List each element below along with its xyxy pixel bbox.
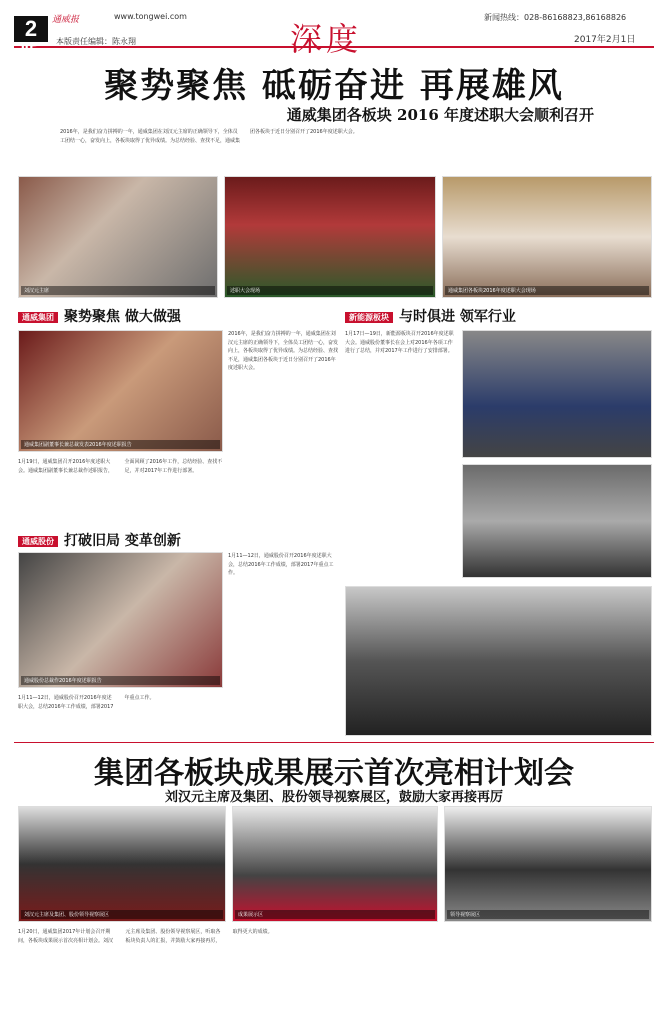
hotline: 新闻热线：028-86168823,86168826 bbox=[484, 13, 627, 22]
page-number: 2版 bbox=[14, 16, 48, 42]
photo-caption: 刘汉元主席及集团、股份领导视察展区 bbox=[21, 910, 223, 919]
sub2-tag: 新能源板块 bbox=[345, 312, 393, 323]
photo-caption: 成果展示区 bbox=[235, 910, 435, 919]
sub2-body: 1月17日—19日，新能源板块召开2016年度述职大会。通威股份董事长在会上对2016年各项工作进行了总结，并对2017年工作进行了安排部署。 bbox=[345, 331, 454, 354]
photo-caption: 通威集团各板块2016年度述职大会现场 bbox=[445, 286, 649, 295]
photo-caption: 通威集团副董事长兼总裁发表2016年度述职报告 bbox=[21, 440, 220, 449]
issue-date: 2017年2月1日 bbox=[574, 35, 636, 45]
sub3-photo bbox=[18, 552, 223, 688]
main-subheadline: 通威集团各板块 2016 年度述职大会顺利召开 bbox=[286, 106, 594, 124]
photo-caption: 领导视察展区 bbox=[447, 910, 649, 919]
sub3-body: 1月11—12日，通威股份召开2016年度述职大会，总结2016年工作成绩，部署2017年重点工作。 bbox=[18, 695, 155, 710]
story2-body: 1月20日，通威集团2017年计划会召开期间，各板块成果展示首次亮相计划会。刘汉元主席及集团、股份领导视察展区，听取各板块负责人的汇报，并鼓励大家再接再厉，取得更大的成绩。 bbox=[18, 929, 273, 944]
sub1-title: 聚势聚焦 做大做强 bbox=[64, 309, 181, 325]
paper-name: 通威报 bbox=[52, 15, 80, 25]
photo-top-1 bbox=[18, 176, 218, 298]
sub2-title: 与时俱进 领军行业 bbox=[399, 309, 516, 325]
sub1-body: 1月19日，通威集团召开2016年度述职大会。通威集团副董事长兼总裁作述职报告，全面回顾了2016年工作，总结经验、查找不足，并对2017年工作进行部署。 bbox=[18, 459, 223, 474]
photo-top-3 bbox=[442, 176, 652, 298]
photo-caption: 刘汉元主席 bbox=[21, 286, 215, 295]
story2-subheadline: 刘汉元主席及集团、股份领导视察展区，鼓励大家再接再厉 bbox=[164, 790, 503, 805]
sub2-photo-1 bbox=[462, 330, 652, 458]
center-column-2: 1月11—12日，通威股份召开2016年度述职大会，总结2016年工作成绩，部署2017年重点工作。 bbox=[228, 553, 334, 576]
photo-top-2 bbox=[224, 176, 436, 298]
sub2-heading bbox=[345, 306, 516, 326]
sub1-photo bbox=[18, 330, 223, 452]
section-divider bbox=[14, 742, 654, 743]
paper-url[interactable]: www.tongwei.com bbox=[114, 12, 187, 21]
section-title: 深度 bbox=[290, 20, 363, 58]
sub2-photo-3 bbox=[345, 586, 652, 736]
sub3-heading bbox=[18, 530, 181, 550]
photo-caption: 通威股份总裁作2016年度述职报告 bbox=[21, 676, 220, 685]
lead-text: 2016年，是我们奋力拼搏的一年，通威集团在刘汉元主席的正确领导下，全体员工团结一心，奋发向上，各板块取得了优异成绩。为总结经验、查找不足，通威集团各板块于近日分别召开了2016年度述职大会。 bbox=[60, 129, 358, 144]
sub1-heading bbox=[18, 306, 181, 326]
photo-bottom-2 bbox=[232, 806, 438, 922]
photo-bottom-1 bbox=[18, 806, 226, 922]
story2-headline: 集团各板块成果展示首次亮相计划会 bbox=[94, 756, 574, 791]
masthead bbox=[14, 10, 654, 67]
sub2-photo-2 bbox=[462, 464, 652, 578]
sub3-tag: 通威股份 bbox=[18, 536, 58, 547]
photo-caption: 述职大会现场 bbox=[227, 286, 433, 295]
center-column-1: 2016年，是我们奋力拼搏的一年，通威集团在刘汉元主席的正确领导下，全体员工团结一心，奋发向上，各板块取得了优异成绩。为总结经验、查找不足，通威集团各板块于近日分别召开了2016年度述职大会。 bbox=[228, 331, 338, 371]
sub3-title: 打破旧局 变革创新 bbox=[64, 533, 181, 549]
editor-line: 本版责任编辑：陈永翔 bbox=[56, 37, 136, 46]
main-headline: 聚势聚焦 砥砺奋进 再展雄风 bbox=[104, 66, 564, 106]
sub1-tag: 通威集团 bbox=[18, 312, 58, 323]
photo-bottom-3 bbox=[444, 806, 652, 922]
